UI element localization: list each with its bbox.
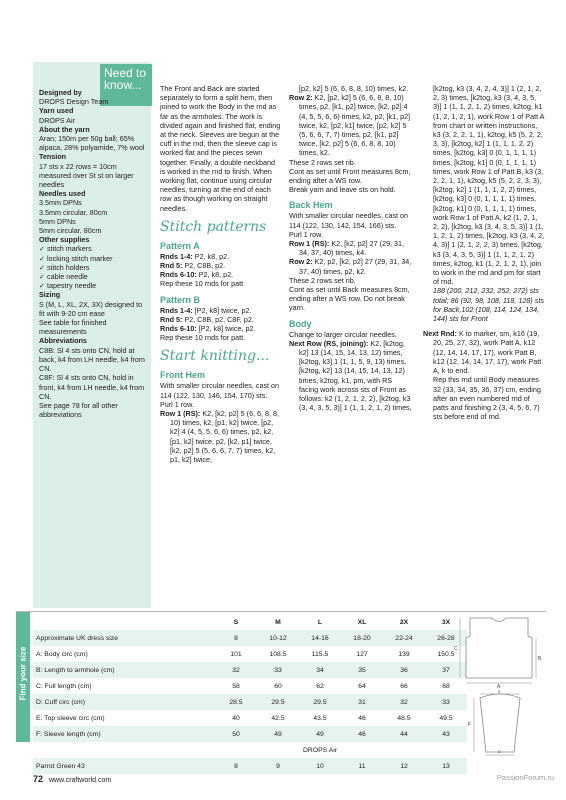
pattern-a-line: Rnds 1-4: P2, k8, p2.	[160, 251, 230, 261]
pattern-a-line: Rnds 6-10: P2, k8, p2.	[160, 270, 234, 280]
watermark: PassionForum.ru	[496, 773, 554, 782]
section-line: 3.5mm circular, 80cm	[39, 207, 108, 217]
sidebar-section	[39, 125, 149, 153]
body-next-row-cont: [k2tog, k3 (3, 4, 2, 4, 3)] 1 (2, 1, 2, 2, 3) times, [k2tog, k3 (3, 4, 3, 5, 3)] 1 (1, 1, 2, 1, 2) times, k2tog, k1 (1, 2, 1, 2, 1), work Row 1 of Patt A from chart or written instructions, k3 (3, 2, 2, 1, 1), k2tog, k5 (5, 2, 2, 3, 3), [k2tog, k2] 1 (1, 1, 1, 2, 2) times, [k2tog, k3] 0 (0, 1, 1, 1, 1) times, [k2tog, k1] 0 (0, 1, 1, 1, 1) times, work Row 1 of Patt B, k3 (3, 2, 2, 1, 1), k2tog, k5 (5, 2, 2, 3, 3), [k2tog, k2] 1 (1, 1, 1, 2, 2) times, [k2tog, k3] 0 (0, 1, 1, 1, 1) times, [k2tog, k1] 0 (0, 1, 1, 1, 1) times, work Row 1 of Patt A, k2 (1, 2, 1, 2, 2), [k2tog, k3 (3, 4, 3, 5, 3)] 1 (1, 1, 2, 1, 2) times, [k2tog, k3 (3, 4, 2, 4, 3)] 1 (2, 1, 2, 2, 3) times, [k2tog, k3 (3, 4, 3, 5, 3)] 1 (1, 1, 2, 1, 2) times, k2tog, k1 (1, 2, 1, 2, 1), join to work in the rnd and pm for start of rnd.	[433, 84, 545, 287]
start-knitting-heading: Start knitting...	[160, 348, 270, 365]
table-header-row: S M L XL 2X 3X	[233, 618, 451, 626]
section-line: C8B: Sl 4 sts onto CN, hold at back, k4 from LH needle, k4 from CN.	[39, 345, 145, 374]
section-title: Needles used	[39, 189, 86, 199]
intro-paragraph: The Front and Back are started separately to form a split hem, then joined to work the Body in the rnd as far as the armholes. The work is divided again and finished flat, ending at the neck. Sleeves are begun at the cuff in the rnd, then the sleeve cap is worked flat and the pieces sewn together. Finally, a double neckband is worked in the rnd to finish. When working flat, continue using circular needles, turning at the end of each row as though working on straight needles.	[160, 84, 281, 213]
section-line: 5mm circular, 80cm	[39, 226, 102, 236]
front-hem-heading: Front Hem	[160, 370, 205, 381]
column-3	[423, 84, 545, 421]
sidebar-section	[39, 152, 149, 189]
diagram-label: B	[538, 656, 542, 662]
next-rnd: Next Rnd: K to marker, sm, k16 (19, 20, 25, 27, 32), work Patt A, k12 (12, 14, 14, 17, 17), work Patt B, k12 (12, 14, 14, 17, 17), work Patt A, k to end.	[423, 329, 542, 376]
sidebar-section	[39, 290, 149, 336]
front-hem-row1: Row 1 (RS): K2, [k2, p2] 5 (6, 6, 8, 8, 10) times, k2, [p1, k2] twice, [p2, k2] 4 (4, 5, 5, 6, 6) times, p2, k2, [p1, k2] twice, p2, [k2, p1] twice, [k2, p2] 5 (5, 6, 6, 7, 7) times, k2, p1, k2] twice,	[160, 409, 280, 465]
table-row: D: Cuff circ (cm) 28.5 29.5 29.5 31 32 33	[33, 694, 467, 710]
diagram-label: D	[498, 749, 501, 754]
section-line: See page 78 for all other abbreviations	[39, 400, 118, 420]
section-line: C8F: Sl 4 sts onto CN, hold in front, k4 from LH needle, k4 from CN.	[39, 373, 145, 401]
body-heading: Body	[289, 318, 312, 329]
front-hem-row2: Row 2: K2, [p2, k2] 5 (6, 6, 8, 8, 10) times, p2, [k1, p2] twice, [k2, p2] 4 (4, 5, 5, 6, 6) times, k2, p2, [k1, p2] twice, k2, [p2, k1] twice, [p2, k2] 5 (5, 6, 6, 7, 7) times, p2, [k1, p2] twice, [k2, p2] 5 (6, 6, 8, 8, 10) times, k2.	[289, 93, 411, 158]
sidebar-content	[39, 88, 149, 419]
footer	[33, 774, 111, 784]
column-1	[160, 84, 282, 464]
diagram-label: C	[454, 646, 458, 652]
sidebar-section	[39, 88, 149, 106]
sidebar-section	[39, 336, 149, 419]
back-hem-heading: Back Hem	[289, 200, 333, 211]
table-row: B: Length to armhole (cm) 32 33 34 35 36 37	[33, 662, 467, 678]
column-2	[289, 84, 413, 413]
table-row: Approximate UK dress size 8 10-12 14-16 18-20 22-24 26-28	[33, 630, 467, 646]
table-row: A: Body circ (cm) 101 108.5 115.5 127 139 150.5	[36, 650, 455, 658]
section-line: ✓ stitch holders	[39, 262, 90, 272]
back-hem-after: These 2 rows set rib.	[289, 275, 356, 285]
pattern-a-heading: Pattern A	[160, 240, 200, 251]
page-number: 72	[33, 774, 44, 784]
table-row: C: Full length (cm) 58 60 62 64 66 68	[36, 682, 450, 690]
pattern-b-line: Rnd 5: P2, C8B, p2, C8F, p2.	[160, 314, 254, 324]
body-text: Change to larger circular needles.	[289, 329, 397, 339]
back-hem-row2: Row 2: K2, p2, [k2, p2] 27 (29, 31, 34, 37, 40) times, p2, k2.	[289, 257, 412, 276]
section-title: Tension	[39, 152, 67, 162]
front-hem-text: With smaller circular needles, cast on 114 (122, 130, 146, 154, 170) sts.	[160, 381, 280, 400]
sidebar-section	[39, 189, 149, 235]
pattern-b-line: Rnds 6-10: [P2, k8] twice, p2.	[160, 324, 256, 334]
need-to-know-heading: Need to know...	[100, 64, 152, 106]
diagram-label: E	[498, 689, 501, 694]
section-line: ✓ tapestry needle	[39, 281, 97, 291]
size-table	[33, 614, 467, 774]
front-hem-after: Cont as set until Front measures 8cm, ending after a WS row.	[289, 166, 411, 186]
section-line: Aran; 150m per 50g ball; 65% alpaca, 28% polyamide, 7% wool	[39, 134, 145, 153]
yarn-label-row: DROPS Air	[303, 746, 337, 754]
pattern-a-line: Rep these 10 rnds for patt	[160, 279, 244, 289]
front-hem-after: These 2 rows set rib.	[289, 157, 356, 167]
section-title: Yarn used	[39, 106, 74, 116]
section-line: See table for finished measurements	[39, 318, 107, 337]
find-your-size-tab: Find your size	[16, 612, 30, 742]
back-hem-text: With smaller circular needles, cast on 114 (122, 130, 142, 154, 166) sts.	[289, 211, 409, 230]
section-line: DROPS Design Team	[39, 97, 109, 107]
table-row: E: Top sleeve circ (cm) 40 42.5 43.5 46 48.5 49.5	[36, 714, 453, 722]
stitch-patterns-heading: Stitch patterns	[160, 218, 267, 235]
section-title: Other supplies	[39, 235, 90, 245]
back-hem-purl: Purl 1 row.	[289, 229, 323, 239]
section-line: ✓ cable needle	[39, 272, 88, 282]
section-line: 17 sts x 22 rows = 10cm measured over St st on larger needles	[39, 161, 134, 190]
front-hem-purl: Purl 1 row.	[160, 399, 194, 409]
pattern-b-line: Rep these 10 rnds for patt.	[160, 333, 246, 343]
next-rnd-after: Rep this rnd until Body measures 32 (33, 34, 35, 36, 37) cm, ending after an even numbered rnd of patts and finishing 2 (3, 4, 5, 6, 7) sts before end of rnd.	[433, 375, 541, 422]
section-title: Abbreviations	[39, 336, 87, 346]
back-hem-after: Cont as set until Back measures 8cm, ending after a WS row. Do not break yarn.	[289, 285, 410, 313]
section-line: 3.5mm DPNs	[39, 198, 82, 208]
pattern-a-line: Rnd 5: P2, C8B, p2.	[160, 261, 226, 271]
section-line: DROPS Air	[39, 115, 75, 125]
table-row: F: Sleeve length (cm) 50 49 49 46 44 43	[33, 726, 467, 742]
section-title: About the yarn	[39, 124, 90, 134]
section-line: ✓ stitch markers	[39, 244, 92, 254]
front-hem-row1-cont: [p2, k2] 5 (6, 6, 8, 8, 10) times, k2.	[299, 84, 409, 93]
pattern-b-line: Rnds 1-4: [P2, k8] twice, p2.	[160, 305, 252, 315]
garment-schematic	[452, 616, 547, 756]
stitch-count-note: 188 (200, 212, 232, 252, 272) sts total; 86 (92, 98, 108, 118, 128) sts for Back,102 (108, 114, 124, 134, 144) sts for Front	[433, 286, 544, 324]
pattern-b-heading: Pattern B	[160, 294, 201, 305]
diagram-label: A	[497, 684, 501, 690]
colour-row: Parrot Green 43 8 9 10 11 12 13	[33, 758, 467, 774]
diagram-label: F	[468, 722, 472, 728]
section-line: 5mm DPNs	[39, 216, 76, 226]
back-hem-row1: Row 1 (RS): K2, [k2, p2] 27 (29, 31, 34, 37, 40) times, k4.	[289, 239, 405, 258]
body-next-row: Next Row (RS, joining): K2, [k2tog, k2] 13 (14, 15, 14, 13, 12) times, [k2tog, k3] 1 (1, 1, 5, 9, 13) times, [k2tog, k2] 13 (14, 15, 14, 13, 12) times, k2tog, k1, pm, with RS facing work across sts of Front as follows: k2 (1, 2, 1, 2, 2), [k2tog, k3 (3, 4, 3, 5, 3)] 1 (1, 1, 2, 1, 2) times,	[289, 338, 412, 413]
section-line: ✓ locking stitch marker	[39, 253, 113, 263]
section-line: S (M, L, XL, 2X, 3X) designed to fit with 9-20 cm ease	[39, 299, 143, 318]
site-url: www.craftworld.com	[48, 777, 112, 784]
section-title: Designed by	[39, 88, 82, 97]
section-title: Sizing	[39, 290, 61, 300]
sidebar-section	[39, 106, 149, 124]
front-hem-after: Break yarn and leave sts on hold.	[289, 185, 396, 195]
sidebar-section	[39, 235, 149, 290]
